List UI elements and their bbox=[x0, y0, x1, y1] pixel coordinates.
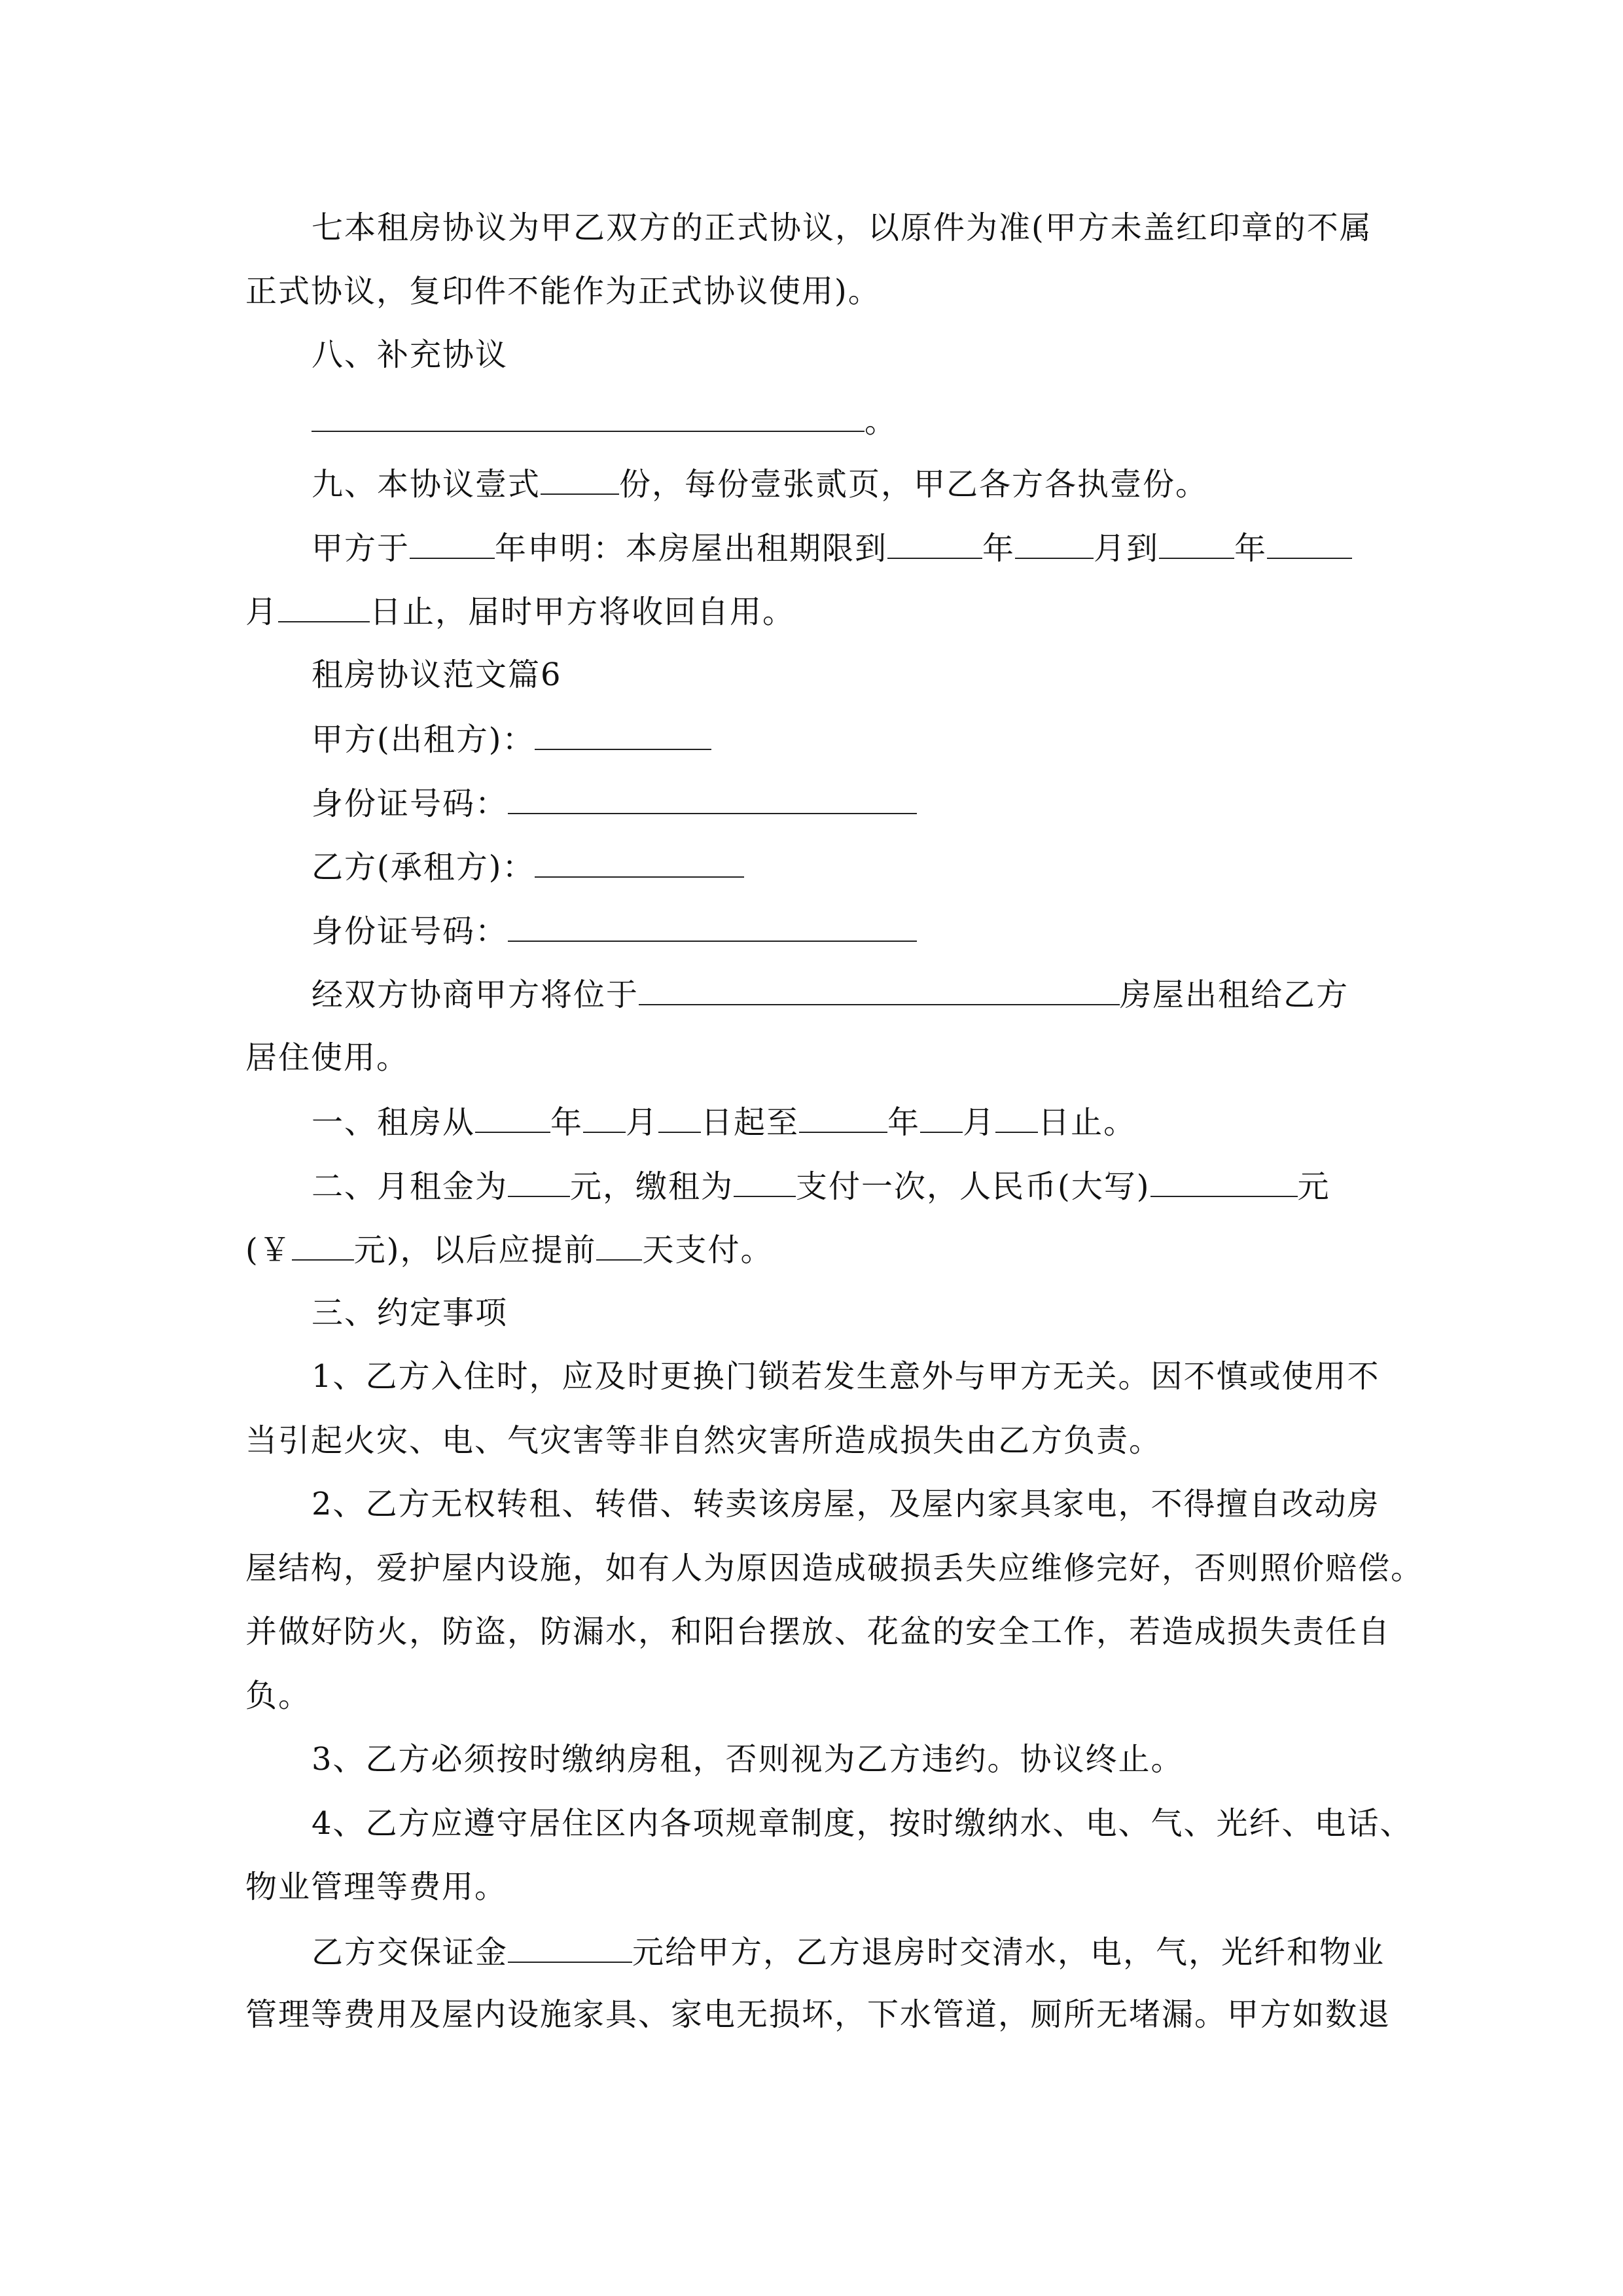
fill-blank bbox=[658, 1102, 701, 1133]
text-segment: 天支付。 bbox=[642, 1232, 774, 1268]
text-segment: 月 bbox=[245, 594, 279, 630]
fill-blank bbox=[410, 528, 495, 559]
fill-blank bbox=[292, 1229, 354, 1261]
text-segment: 甲方于 bbox=[312, 530, 410, 567]
text-segment: 经双方协商甲方将位于 bbox=[312, 977, 639, 1013]
text-segment: 年申明：本房屋出租期限到 bbox=[495, 530, 888, 567]
fill-blank bbox=[920, 1102, 963, 1133]
paragraph-line bbox=[312, 528, 1352, 568]
fill-blank bbox=[475, 1102, 550, 1133]
fill-blank bbox=[535, 846, 744, 878]
paragraph-line bbox=[312, 463, 1208, 504]
text-segment: 元)，以后应提前 bbox=[353, 1232, 597, 1268]
paragraph-line: 当引起火灾、电、气灾害等非自然灾害所造成损失由乙方负责。 bbox=[245, 1422, 1162, 1459]
paragraph-line: 负。 bbox=[245, 1677, 312, 1714]
paragraph-line: 屋结构，爱护屋内设施，如有人为原因造成破损丢失应维修完好，否则照价赔偿。 bbox=[245, 1550, 1424, 1587]
fill-blank bbox=[1150, 1166, 1298, 1197]
fill-blank bbox=[639, 974, 1120, 1005]
text-segment: 月到 bbox=[1094, 530, 1160, 567]
fill-blank bbox=[508, 910, 917, 942]
fill-blank bbox=[1159, 528, 1234, 559]
paragraph-line bbox=[312, 1166, 1330, 1206]
label: 身份证号码： bbox=[312, 785, 508, 822]
fill-blank bbox=[508, 783, 917, 814]
paragraph-line: 物业管理等费用。 bbox=[245, 1869, 508, 1905]
text-segment: 年 bbox=[982, 530, 1016, 567]
text-segment: 年 bbox=[550, 1104, 584, 1141]
text-segment: 月 bbox=[963, 1104, 996, 1141]
text-segment: 元给甲方，乙方退房时交清水，电，气，光纤和物业 bbox=[632, 1934, 1385, 1971]
fill-blank bbox=[312, 401, 865, 432]
text-segment: 乙方交保证金 bbox=[312, 1934, 508, 1971]
label: 甲方(出租方)： bbox=[312, 721, 535, 758]
paragraph-line: 管理等费用及屋内设施家具、家电无损坏，下水管道，厕所无堵漏。甲方如数退 bbox=[245, 1996, 1391, 2033]
text-segment: 元，缴租为 bbox=[570, 1168, 734, 1205]
text-segment: 房屋出租给乙方 bbox=[1120, 977, 1349, 1013]
text-segment: 份，每份壹张贰页，甲乙各方各执壹份。 bbox=[619, 466, 1209, 503]
paragraph-line: 3、乙方必须按时缴纳房租，否则视为乙方违约。协议终止。 bbox=[312, 1741, 1184, 1778]
article-title: 租房协议范文篇6 bbox=[312, 656, 562, 693]
id-number-line bbox=[312, 783, 917, 823]
paragraph-line: 七本租房协议为甲乙双方的正式协议，以原件为准(甲方未盖红印章的不属 bbox=[312, 209, 1372, 246]
party-b-line bbox=[312, 846, 744, 887]
paragraph-line: 正式协议，复印件不能作为正式协议使用)。 bbox=[245, 273, 881, 310]
text-segment: 月 bbox=[626, 1104, 659, 1141]
text-segment: 年 bbox=[1234, 530, 1268, 567]
fill-blank bbox=[1267, 528, 1352, 559]
paragraph-line: 1、乙方入住时，应及时更换门锁若发生意外与甲方无关。因不慎或使用不 bbox=[312, 1358, 1380, 1395]
text-segment: 支付一次，人民币(大写) bbox=[796, 1168, 1150, 1205]
paragraph-line bbox=[245, 1229, 773, 1270]
text-segment: (￥ bbox=[245, 1232, 292, 1268]
text-segment: 一、租房从 bbox=[312, 1104, 476, 1141]
fill-blank bbox=[1015, 528, 1094, 559]
id-number-line bbox=[312, 910, 917, 951]
fill-blank bbox=[583, 1102, 626, 1133]
paragraph-line bbox=[312, 1102, 1136, 1142]
fill-blank bbox=[596, 1229, 642, 1261]
fill-blank bbox=[995, 1102, 1038, 1133]
section-heading: 三、约定事项 bbox=[312, 1295, 508, 1331]
paragraph-line: 2、乙方无权转租、转借、转卖该房屋，及屋内家具家电，不得擅自改动房 bbox=[312, 1486, 1380, 1522]
party-a-line bbox=[312, 719, 711, 759]
fill-blank bbox=[887, 528, 982, 559]
section-heading: 八、补充协议 bbox=[312, 336, 508, 373]
paragraph-line bbox=[245, 591, 795, 632]
text-segment: 日止。 bbox=[1038, 1104, 1137, 1141]
text-segment: 九、本协议壹式 bbox=[312, 466, 541, 503]
fill-blank bbox=[508, 1931, 632, 1963]
label: 身份证号码： bbox=[312, 913, 508, 950]
paragraph-line: 4、乙方应遵守居住区内各项规章制度，按时缴纳水、电、气、光纤、电话、 bbox=[312, 1805, 1413, 1842]
paragraph-line bbox=[312, 1931, 1385, 1972]
text-segment: 二、月租金为 bbox=[312, 1168, 508, 1205]
paragraph-line bbox=[312, 974, 1349, 1014]
fill-blank bbox=[799, 1102, 887, 1133]
paragraph-line: 并做好防火，防盗，防漏水，和阳台摆放、花盆的安全工作，若造成损失责任自 bbox=[245, 1613, 1391, 1650]
fill-blank bbox=[508, 1166, 570, 1197]
fill-blank bbox=[541, 463, 619, 495]
paragraph-line: 居住使用。 bbox=[245, 1039, 410, 1076]
fill-blank bbox=[734, 1166, 796, 1197]
text-segment: 日止，届时甲方将收回自用。 bbox=[370, 594, 796, 630]
supplement-blank-line bbox=[312, 401, 897, 441]
fill-blank bbox=[278, 591, 370, 622]
text-segment: 元 bbox=[1297, 1168, 1330, 1205]
label: 乙方(承租方)： bbox=[312, 849, 535, 886]
text-segment: 年 bbox=[887, 1104, 921, 1141]
period: 。 bbox=[865, 403, 898, 440]
fill-blank bbox=[535, 719, 711, 750]
text-segment: 日起至 bbox=[701, 1104, 800, 1141]
